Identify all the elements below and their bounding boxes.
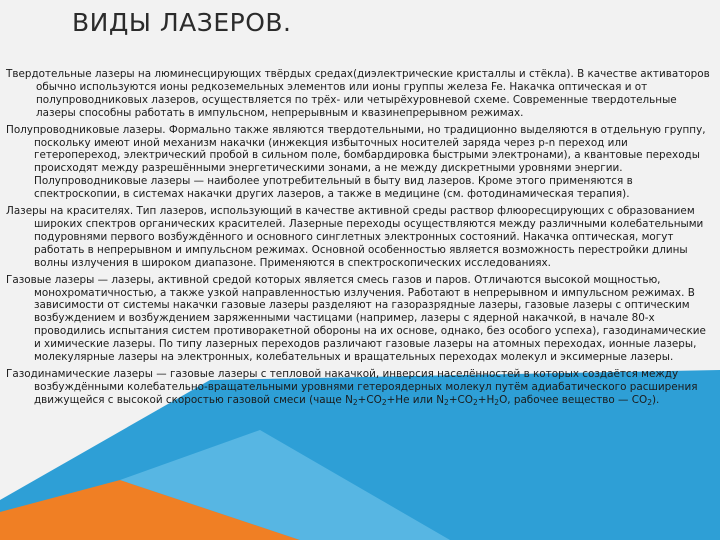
subscript-2: 2 [494,397,500,407]
paragraph-gasdynamic-lasers [6,368,710,407]
paragraph-semiconductor-lasers: Полупроводниковые лазеры. Формально также являются твердотельными, но традиционно выделяются в отдельную группу, поскольку имеют иной механизм накачки (инжекция избыточных носителей заряда через p-n переход или гетеропереход, электрический пробой в сильном поле, бомбардировка быстрыми электронами), а квантовые переходы происходят между разрешёнными энергетическими зонами, а не между дискретными уровнями энергии. Полупроводниковые лазеры — наиболее употребительный в быту вид лазеров. Кроме этого применяются в спектроскопии, в системах накачки других лазеров, а также в медицине (см. фотодинамическая терапия). [6,123,706,201]
subscript-2: 2 [352,397,358,407]
formula-close: ). [651,393,660,406]
formula-co: +CO [357,393,382,406]
gasdynamic-text: Газодинамические лазеры — газовые лазеры с тепловой накачкой, инверсия населённостей в которых создаётся между возбуждёнными колебательно-вращательными уровнями гетероядерных молекул путём адиабатического расширения движущейся с высокой скоростью газовой смеси (чаще N [6,367,698,406]
formula-co2: +CO [448,393,473,406]
paragraph-dye-lasers: Лазеры на красителях. Тип лазеров, использующий в качестве активной среды раствор флюоресцирующих с образованием широких спектров органических красителей. Лазерные переходы осуществляются между различными колебательными подуровнями первого возбуждённого и основного синглетных электронных состояний. Накачка оптическая, могут работать в непрерывном и импульсном режимах. Основной особенностью является возможность перестройки длины волны излучения в широком диапазоне. Применяются в спектроскопических исследованиях. [6,205,704,269]
formula-working-substance: O, рабочее вещество — CO [499,393,648,406]
formula-h: +H [477,393,495,406]
content-body [6,68,710,411]
paragraph-gas-lasers: Газовые лазеры — лазеры, активной средой которых является смесь газов и паров. Отличаются высокой мощностью, монохроматичностью, а также узкой направленностью излучения. Работают в непрерывном и импульсном режимах. В зависимости от системы накачки газовые лазеры разделяют на газоразрядные лазеры, газовые лазеры с оптическим возбуждением и возбуждением заряженными частицами (например, лазеры с ядерной накачкой, в начале 80-х проводились испытания систем противоракетной обороны на их основе, однако, без особого успеха), газодинамические и химические лазеры. По типу лазерных переходов различают газовые лазеры на атомных переходах, ионные лазеры, молекулярные лазеры на электронных, колебательных и вращательных переходах молекул и эксимерные лазеры. [6,273,706,364]
subscript-2: 2 [381,397,387,407]
subscript-2: 2 [472,397,478,407]
subscript-2: 2 [444,397,449,407]
formula-he: +He или N [386,393,445,406]
slide-title: ВИДЫ ЛАЗЕРОВ. [72,8,292,37]
subscript-2: 2 [647,397,652,407]
paragraph-solid-state-lasers: Твердотельные лазеры на люминесцирующих твёрдых средах(диэлектрические кристаллы и стёкла). В качестве активаторов обычно используются ионы редкоземельных элементов или ионы группы железа Fe. Накачка оптическая и от полупроводниковых лазеров, осуществляется по трёх- или четырёхуровневой схеме. Современные твердотельные лазеры способны работать в импульсном, непрерывным и квазинепрерывном режимах. [6,68,710,119]
